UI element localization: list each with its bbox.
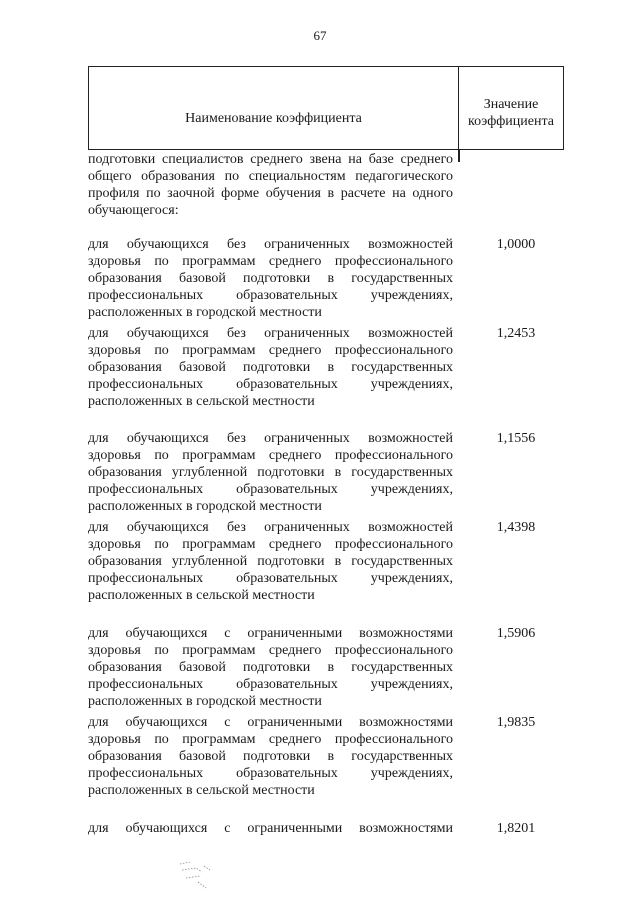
table-row (88, 625, 564, 710)
table-header (88, 66, 564, 150)
coefficient-value: 1,9835 (496, 715, 536, 730)
table-row (88, 519, 564, 604)
table-row (88, 325, 564, 410)
coefficient-name-first-line: для обучающихся без ограниченных возможностей (88, 326, 453, 341)
coefficient-name-first-line: для обучающихся без ограниченных возможностей (88, 431, 453, 446)
coefficient-name-first-line: для обучающихся без ограниченных возможностей (88, 520, 453, 535)
table-row (88, 820, 564, 837)
scan-mark (176, 858, 216, 892)
coefficient-value: 1,2453 (496, 326, 536, 341)
coefficient-name-rest: здоровья по программам среднего профессионального образования базовой подготовки в государственных профессиональных образовательных учреждениях, расположенных в городской местности (88, 254, 453, 320)
coefficient-name (88, 625, 453, 710)
coefficient-name-rest: здоровья по программам среднего профессионального образования базовой подготовки в государственных профессиональных образовательных учреждениях, расположенных в сельской местности (88, 732, 453, 798)
coefficient-name (88, 820, 453, 837)
coefficient-name-rest: здоровья по программам среднего профессионального образования базовой подготовки в государственных профессиональных образовательных учреждениях, расположенных в городской местности (88, 643, 453, 709)
coefficient-value: 1,1556 (496, 431, 536, 446)
table-row (88, 714, 564, 799)
coefficient-name-first-line: для обучающихся с ограниченными возможностями (88, 715, 453, 730)
header-name-column: Наименование коэффициента (89, 67, 459, 149)
page-number: 67 (313, 28, 327, 43)
coefficient-name (88, 714, 453, 799)
coefficient-name-first-line: для обучающихся с ограниченными возможностями (88, 626, 453, 641)
coefficient-value: 1,0000 (496, 237, 536, 252)
table-row (88, 430, 564, 515)
coefficient-name-first-line: для обучающихся без ограниченных возможностей (88, 237, 453, 252)
column-divider (458, 150, 460, 162)
coefficient-name-rest: здоровья по программам среднего профессионального образования базовой подготовки в государственных профессиональных образовательных учреждениях, расположенных в сельской местности (88, 343, 453, 409)
header-value-column: Значение коэффициента (468, 97, 554, 129)
coefficient-name-rest: здоровья по программам среднего профессионального образования углубленной подготовки в государственных профессиональных образовательных учреждениях, расположенных в сельской местности (88, 537, 453, 603)
table-row (88, 236, 564, 321)
coefficient-value: 1,5906 (496, 626, 536, 641)
coefficient-name-first-line: для обучающихся с ограниченными возможностями (88, 821, 453, 836)
intro-text: подготовки специалистов среднего звена на базе среднего общего образования по специальностям педагогического профиля по заочной форме обучения в расчете на одного обучающегося: (88, 152, 453, 218)
coefficient-name (88, 430, 453, 515)
coefficient-name (88, 325, 453, 410)
coefficient-value: 1,4398 (496, 520, 536, 535)
coefficient-value: 1,8201 (496, 821, 536, 836)
coefficient-name (88, 236, 453, 321)
coefficient-name-rest: здоровья по программам среднего профессионального образования углубленной подготовки в государственных профессиональных образовательных учреждениях, расположенных в городской местности (88, 448, 453, 514)
coefficient-name (88, 519, 453, 604)
